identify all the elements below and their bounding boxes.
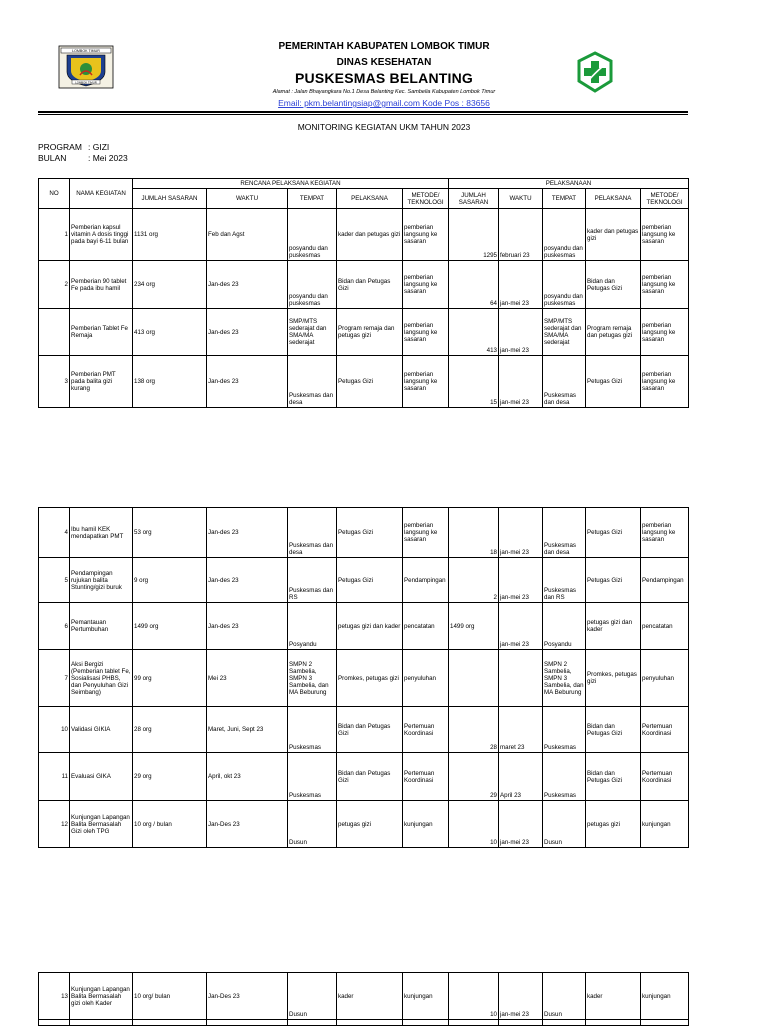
row-actual-method: pencatatan [641, 603, 689, 650]
header-plan-executor: PELAKSANA [337, 189, 403, 209]
row-actual-place: Puskesmas [543, 753, 586, 801]
row-actual-time: jan-mei 23 [499, 309, 543, 356]
row-plan-time: Jan-des 23 [207, 356, 288, 408]
row-no: 3 [39, 356, 70, 408]
row-plan-method: Pendampingan [403, 558, 449, 603]
row-plan-executor: Petugas Gizi [337, 508, 403, 558]
row-activity: Pemberian kapsul vitamin A dosis tinggi pada bayi 6-11 bulan [70, 209, 133, 261]
row-actual-method: pemberian langsung ke sasaran [641, 309, 689, 356]
row-actual-target: 1295 [449, 209, 499, 261]
header-plan-place: TEMPAT [288, 189, 337, 209]
row-plan-executor: Promkes, petugas gizi [337, 650, 403, 707]
row-plan-place: Puskesmas dan desa [288, 356, 337, 408]
row-actual-place: Posyandu [543, 603, 586, 650]
row-actual-time: jan-mei 23 [499, 261, 543, 309]
row-actual-place: posyandu dan puskesmas [543, 261, 586, 309]
row-plan-executor: Petugas Gizi [337, 558, 403, 603]
monitoring-table-section-2 [38, 507, 689, 848]
row-activity: Aksi Bergizi (Pemberian tablet Fe, Sosialisasi PHBS, dan Penyuluhan Gizi Seimbang) [70, 650, 133, 707]
header-group-plan: RENCANA PELAKSANA KEGIATAN [133, 179, 449, 189]
row-plan-target: 413 org [133, 309, 207, 356]
row-plan-time: Jan-des 23 [207, 603, 288, 650]
row-plan-place: SMPN 2 Sambelia, SMPN 3 Sambelia, dan MA Beburung [288, 650, 337, 707]
row-plan-place: Puskesmas [288, 753, 337, 801]
header-no: NO [39, 179, 70, 209]
month-label: BULAN [38, 153, 67, 163]
table-row [39, 309, 689, 356]
row-actual-place: Puskesmas [543, 707, 586, 753]
crest-top-text: LOMBOK TIMUR [72, 49, 100, 53]
monitoring-table-section-3 [38, 972, 689, 1026]
row-actual-time [499, 650, 543, 707]
header-actual-time: WAKTU [499, 189, 543, 209]
row-activity: Pemberian PMT pada balita gizi kurang [70, 356, 133, 408]
row-plan-time: Jan-Des 23 [207, 973, 288, 1020]
government-name: PEMERINTAH KABUPATEN LOMBOK TIMUR [278, 41, 490, 52]
row-actual-target: 28 [449, 707, 499, 753]
row-plan-executor: petugas gizi [337, 801, 403, 848]
row-actual-place: Dusun [543, 801, 586, 848]
row-activity: Pemberian Tablet Fe Remaja [70, 309, 133, 356]
row-no: 10 [39, 707, 70, 753]
row-actual-executor: kader [586, 973, 641, 1020]
row-plan-executor: kader dan petugas gizi [337, 209, 403, 261]
row-actual-executor: Petugas Gizi [586, 508, 641, 558]
row-actual-target: 64 [449, 261, 499, 309]
row-plan-place: Puskesmas dan RS [288, 558, 337, 603]
row-activity: Pendampingan rujukan balita Stunting/gizi buruk [70, 558, 133, 603]
program-label: PROGRAM [38, 142, 82, 152]
row-actual-executor: Promkes, petugas gizi [586, 650, 641, 707]
row-actual-place: Puskesmas dan desa [543, 356, 586, 408]
row-actual-time: April 23 [499, 753, 543, 801]
month-value: : Mei 2023 [88, 153, 128, 163]
row-plan-method: Pertemuan Koordinasi [403, 707, 449, 753]
row-actual-method: Pertemuan Koordinasi [641, 707, 689, 753]
row-plan-method: penyuluhan [403, 650, 449, 707]
row-actual-executor: petugas gizi [586, 801, 641, 848]
row-plan-time: Jan-Des 23 [207, 801, 288, 848]
header-plan-target: JUMLAH SASARAN [133, 189, 207, 209]
row-plan-time: April, okt 23 [207, 753, 288, 801]
row-activity: Validasi GIKIA [70, 707, 133, 753]
table-row [39, 753, 689, 801]
program-value: : GIZI [88, 142, 110, 152]
header-actual-place: TEMPAT [543, 189, 586, 209]
row-actual-target: 10 [449, 973, 499, 1020]
row-plan-method: pemberian langsung ke sasaran [403, 209, 449, 261]
row-actual-method: Pendampingan [641, 558, 689, 603]
row-actual-place: posyandu dan puskesmas [543, 209, 586, 261]
table-row [39, 707, 689, 753]
table-row [39, 261, 689, 309]
row-actual-executor: petugas gizi dan kader [586, 603, 641, 650]
row-actual-executor: Bidan dan Petugas Gizi [586, 261, 641, 309]
row-plan-method: pencatatan [403, 603, 449, 650]
row-no: 5 [39, 558, 70, 603]
header-activity: NAMA KEGIATAN [70, 179, 133, 209]
header-actual-executor: PELAKSANA [586, 189, 641, 209]
institution-name: PUSKESMAS BELANTING [294, 70, 474, 86]
table-row [39, 209, 689, 261]
row-plan-place: posyandu dan puskesmas [288, 209, 337, 261]
row-actual-executor: Program remaja dan petugas gizi [586, 309, 641, 356]
row-activity: Ibu hamil KEK mendapatkan PMT [70, 508, 133, 558]
row-actual-target: 29 [449, 753, 499, 801]
row-plan-time: Jan-des 23 [207, 309, 288, 356]
row-plan-time: Maret, Juni, Sept 23 [207, 707, 288, 753]
row-activity: Kunjungan Lapangan Balita Bermasalah Gizi oleh TPG [70, 801, 133, 848]
row-actual-method: Pertemuan Koordinasi [641, 753, 689, 801]
row-plan-method: pemberian langsung ke sasaran [403, 309, 449, 356]
header-actual-target: JUMLAH SASARAN [449, 189, 499, 209]
row-activity: Evaluasi GIKA [70, 753, 133, 801]
row-plan-method: pemberian langsung ke sasaran [403, 261, 449, 309]
table-row [39, 650, 689, 707]
row-actual-target: 1499 org [449, 603, 499, 650]
row-plan-place: Puskesmas dan desa [288, 508, 337, 558]
row-plan-method: pemberian langsung ke sasaran [403, 508, 449, 558]
row-actual-method: pemberian langsung ke sasaran [641, 209, 689, 261]
header-actual-method: METODE/ TEKNOLOGI [641, 189, 689, 209]
row-actual-target: 2 [449, 558, 499, 603]
row-actual-method: kunjungan [641, 801, 689, 848]
table-row [39, 801, 689, 848]
header-group-actual: PELAKSANAAN [449, 179, 689, 189]
row-plan-target: 234 org [133, 261, 207, 309]
row-plan-time: Jan-des 23 [207, 508, 288, 558]
row-no: 11 [39, 753, 70, 801]
row-plan-target: 138 org [133, 356, 207, 408]
row-actual-target: 413 [449, 309, 499, 356]
row-plan-method: kunjungan [403, 973, 449, 1020]
row-no: 7 [39, 650, 70, 707]
row-no: 12 [39, 801, 70, 848]
table-row-partial [39, 1020, 689, 1026]
row-actual-time: jan-mei 23 [499, 801, 543, 848]
row-plan-executor: Program remaja dan petugas gizi [337, 309, 403, 356]
monitoring-table-section-1 [38, 178, 689, 408]
header-plan-time: WAKTU [207, 189, 288, 209]
row-actual-method: kunjungan [641, 973, 689, 1020]
table-row [39, 603, 689, 650]
contact-email-link[interactable]: Email: pkm.belantingsiap@gmail.com Kode Pos : 83656 [278, 98, 490, 108]
row-actual-place: Puskesmas dan RS [543, 558, 586, 603]
row-actual-target: 15 [449, 356, 499, 408]
row-plan-place: Puskesmas [288, 707, 337, 753]
row-plan-executor: Bidan dan Petugas Gizi [337, 753, 403, 801]
row-plan-target: 28 org [133, 707, 207, 753]
row-plan-place: Dusun [288, 801, 337, 848]
row-actual-method: pemberian langsung ke sasaran [641, 508, 689, 558]
row-actual-place: Dusun [543, 973, 586, 1020]
row-no: 6 [39, 603, 70, 650]
row-actual-executor: Bidan dan Petugas Gizi [586, 753, 641, 801]
row-plan-place: posyandu dan puskesmas [288, 261, 337, 309]
letterhead-rule-thin [38, 114, 688, 115]
letterhead-rule-thick [38, 111, 688, 113]
table-row [39, 973, 689, 1020]
row-activity: Pemberian 90 tablet Fe pada ibu hamil [70, 261, 133, 309]
row-no: 2 [39, 261, 70, 309]
row-plan-executor: Bidan dan Petugas Gizi [337, 707, 403, 753]
row-plan-time: Feb dan Agst [207, 209, 288, 261]
table-row [39, 558, 689, 603]
row-actual-method: penyuluhan [641, 650, 689, 707]
row-plan-executor: Petugas Gizi [337, 356, 403, 408]
row-plan-time: Mei 23 [207, 650, 288, 707]
row-actual-time: jan-mei 23 [499, 558, 543, 603]
row-actual-executor: Bidan dan Petugas Gizi [586, 707, 641, 753]
row-plan-executor: Bidan dan Petugas Gizi [337, 261, 403, 309]
row-plan-method: kunjungan [403, 801, 449, 848]
row-actual-method: pemberian langsung ke sasaran [641, 356, 689, 408]
row-actual-place: Puskesmas dan desa [543, 508, 586, 558]
row-actual-executor: Petugas Gizi [586, 356, 641, 408]
row-plan-time: Jan-des 23 [207, 261, 288, 309]
row-plan-target: 10 org / bulan [133, 801, 207, 848]
row-plan-target: 29 org [133, 753, 207, 801]
row-activity: Kunjungan Lapangan Balita Bermasalah gizi oleh Kader [70, 973, 133, 1020]
row-actual-time: februari 23 [499, 209, 543, 261]
table-row [39, 356, 689, 408]
institution-address: Alamat : Jalan Bhayangkara No.1 Desa Belanting Kec. Sambelia Kabupaten Lombok Timur [272, 89, 496, 95]
row-no: 1 [39, 209, 70, 261]
row-plan-target: 99 org [133, 650, 207, 707]
crest-bottom-text: LOMBOK TIMUR [75, 80, 97, 85]
document-title: MONITORING KEGIATAN UKM TAHUN 2023 [297, 122, 471, 132]
row-actual-executor: kader dan petugas gizi [586, 209, 641, 261]
row-plan-target: 9 org [133, 558, 207, 603]
row-actual-target: 10 [449, 801, 499, 848]
row-actual-method: pemberian langsung ke sasaran [641, 261, 689, 309]
row-actual-target: 18 [449, 508, 499, 558]
row-plan-target: 1499 org [133, 603, 207, 650]
row-plan-place: SMP/MTS sederajat dan SMA/MA sederajat [288, 309, 337, 356]
row-plan-executor: petugas gizi dan kader [337, 603, 403, 650]
row-no [39, 309, 70, 356]
program-line [38, 142, 109, 152]
row-actual-executor: Petugas Gizi [586, 558, 641, 603]
row-plan-method: Pertemuan Koordinasi [403, 753, 449, 801]
row-actual-place: SMPN 2 Sambelia, SMPN 3 Sambelia, dan MA Beburung [543, 650, 586, 707]
row-actual-place: SMP/MTS sederajat dan SMA/MA sederajat [543, 309, 586, 356]
row-plan-place: Posyandu [288, 603, 337, 650]
row-plan-method: pemberian langsung ke sasaran [403, 356, 449, 408]
row-actual-time: maret 23 [499, 707, 543, 753]
row-actual-time: jan-mei 23 [499, 973, 543, 1020]
department-name: DINAS KESEHATAN [336, 57, 432, 68]
row-actual-target [449, 650, 499, 707]
row-plan-executor: kader [337, 973, 403, 1020]
row-no: 4 [39, 508, 70, 558]
row-plan-target: 10 org/ bulan [133, 973, 207, 1020]
row-plan-target: 53 org [133, 508, 207, 558]
row-plan-time: Jan-des 23 [207, 558, 288, 603]
row-actual-time: jan-mei 23 [499, 508, 543, 558]
row-actual-time: jan-mei 23 [499, 356, 543, 408]
row-no: 13 [39, 973, 70, 1020]
row-plan-target: 1131 org [133, 209, 207, 261]
row-activity: Pemantauan Pertumbuhan [70, 603, 133, 650]
month-line [38, 153, 128, 163]
row-plan-place: Dusun [288, 973, 337, 1020]
row-actual-time: jan-mei 23 [499, 603, 543, 650]
header-plan-method: METODE/ TEKNOLOGI [403, 189, 449, 209]
table-row [39, 508, 689, 558]
